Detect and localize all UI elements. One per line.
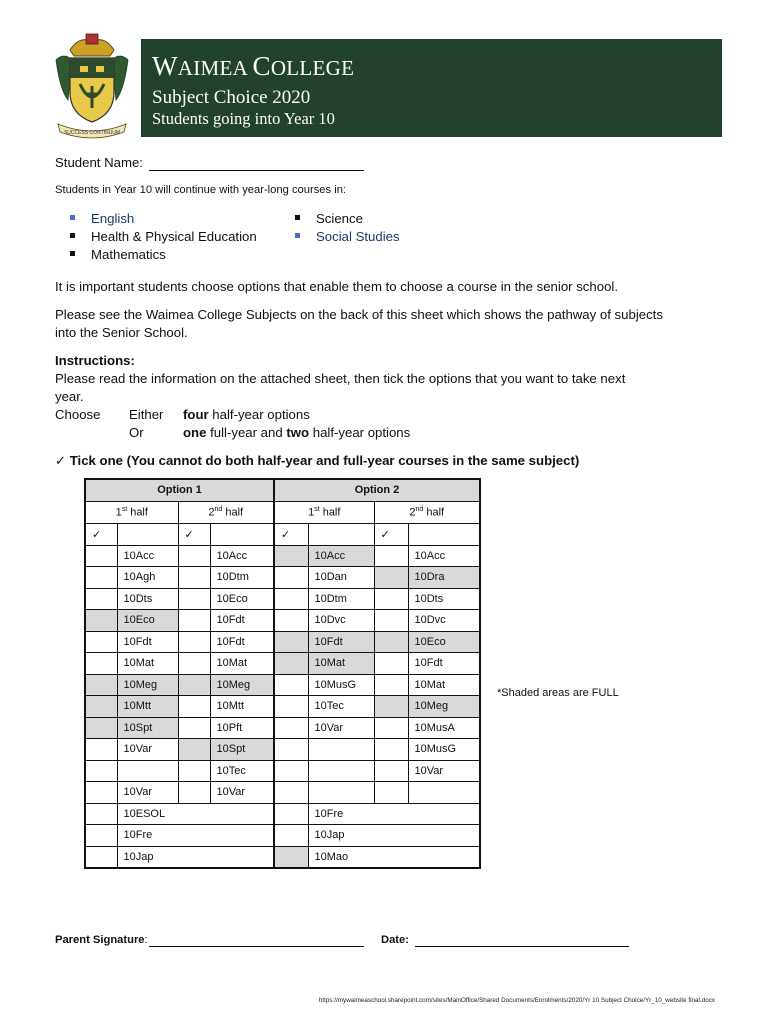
option2-header: Option 2 <box>274 479 480 501</box>
crest-motto: SUCCESS CONTINUUM <box>63 130 121 136</box>
table-row <box>85 760 480 782</box>
tick-box[interactable] <box>274 653 308 675</box>
subject-cell: 10Dtm <box>308 588 374 610</box>
tick-box[interactable] <box>85 653 117 675</box>
subject-cell: 10Eco <box>210 588 274 610</box>
instructions-line1: Please read the information on the attached sheet, then tick the options that you want to take next <box>55 371 626 386</box>
option1-second-half-header: 2nd half <box>178 501 274 523</box>
subject-cell: 10Spt <box>117 717 178 739</box>
page-subtitle-year: Students going into Year 10 <box>152 109 335 128</box>
page-title: WAIMEA COLLEGE <box>152 51 355 81</box>
subject-cell <box>308 760 374 782</box>
tick-box[interactable] <box>374 696 408 718</box>
tick-box[interactable] <box>274 717 308 739</box>
subject-cell: 10Meg <box>408 696 480 718</box>
table-row <box>85 653 480 675</box>
tick-box[interactable] <box>374 653 408 675</box>
subject-cell: 10Fdt <box>308 631 374 653</box>
parent-signature-field[interactable] <box>149 933 364 947</box>
subject-cell: 10Dra <box>408 567 480 589</box>
subject-cell <box>308 782 374 804</box>
subject-cell: 10Var <box>308 717 374 739</box>
table-row <box>85 674 480 696</box>
full-year-row <box>85 803 480 825</box>
tick-box[interactable] <box>85 825 117 847</box>
subject-cell: 10Var <box>408 760 480 782</box>
tick-box[interactable] <box>274 825 308 847</box>
tick-box[interactable] <box>85 803 117 825</box>
student-name-field[interactable] <box>149 156 364 171</box>
subject-cell: 10Var <box>117 782 178 804</box>
or-label: Or <box>129 425 144 440</box>
full-year-row <box>85 825 480 847</box>
course-health: Health & Physical Education <box>70 229 257 244</box>
table-row <box>85 631 480 653</box>
tick-box[interactable] <box>85 717 117 739</box>
subject-cell: 10Tec <box>210 760 274 782</box>
table-row <box>85 739 480 761</box>
tick-box[interactable] <box>178 610 210 632</box>
page-subtitle: Subject Choice 2020 <box>152 87 311 108</box>
paragraph-see-line2: into the Senior School. <box>55 325 188 340</box>
tick-box[interactable] <box>374 717 408 739</box>
subject-cell: 10Dan <box>308 567 374 589</box>
tick-box[interactable] <box>374 545 408 567</box>
either-text: four half-year options <box>183 407 310 422</box>
subject-cell: 10Dts <box>117 588 178 610</box>
subject-cell: 10Acc <box>408 545 480 567</box>
tick-box[interactable] <box>85 696 117 718</box>
subject-cell: 10Dvc <box>408 610 480 632</box>
course-science: Science <box>295 211 363 226</box>
tick-box[interactable] <box>85 610 117 632</box>
subject-cell: 10Acc <box>308 545 374 567</box>
tick-box[interactable] <box>374 610 408 632</box>
tick-box[interactable] <box>178 760 210 782</box>
student-name-label: Student Name: <box>55 155 143 170</box>
full-year-subject-cell: 10Jap <box>117 846 274 868</box>
tick-box[interactable] <box>178 631 210 653</box>
tick-column-icon: ✓ <box>274 523 308 545</box>
option1-first-half-header: 1st half <box>85 501 178 523</box>
subject-cell: 10Mtt <box>117 696 178 718</box>
full-year-subject-cell: 10Fre <box>308 803 480 825</box>
tick-box[interactable] <box>85 760 117 782</box>
tick-box[interactable] <box>85 674 117 696</box>
instructions-heading: Instructions: <box>55 353 135 368</box>
tick-column-icon: ✓ <box>178 523 210 545</box>
tick-box[interactable] <box>274 846 308 868</box>
table-row <box>85 588 480 610</box>
tick-box[interactable] <box>178 739 210 761</box>
subject-cell: 10Mat <box>308 653 374 675</box>
subject-cell <box>117 760 178 782</box>
tick-box[interactable] <box>274 588 308 610</box>
subject-cell: 10Mat <box>117 653 178 675</box>
tick-box[interactable] <box>85 631 117 653</box>
tick-column-icon: ✓ <box>374 523 408 545</box>
option2-first-half-header: 1st half <box>274 501 374 523</box>
paragraph-important: It is important students choose options that enable them to choose a course in the senior school. <box>55 279 618 294</box>
subject-cell: 10Dtm <box>210 567 274 589</box>
subject-cell: 10Dvc <box>308 610 374 632</box>
subject-cell: 10MusG <box>408 739 480 761</box>
college-crest-logo <box>50 30 134 142</box>
tick-box[interactable] <box>178 674 210 696</box>
subject-cell: 10Agh <box>117 567 178 589</box>
tick-box[interactable] <box>178 717 210 739</box>
subject-cell: 10Eco <box>408 631 480 653</box>
full-year-subject-cell: 10Mao <box>308 846 480 868</box>
tick-column-icon: ✓ <box>85 523 117 545</box>
subject-cell: 10Meg <box>117 674 178 696</box>
tick-box[interactable] <box>374 567 408 589</box>
full-year-subject-cell: 10Jap <box>308 825 480 847</box>
full-year-subject-cell: 10Fre <box>117 825 274 847</box>
option2-second-half-header: 2nd half <box>374 501 480 523</box>
full-year-subject-cell: 10ESOL <box>117 803 274 825</box>
tick-box[interactable] <box>274 567 308 589</box>
tick-box[interactable] <box>374 782 408 804</box>
tick-box[interactable] <box>178 545 210 567</box>
full-year-row <box>85 846 480 868</box>
tick-box[interactable] <box>274 739 308 761</box>
subject-cell: 10Tec <box>308 696 374 718</box>
table-row <box>85 717 480 739</box>
intro-text: Students in Year 10 will continue with year-long courses in: <box>55 184 347 196</box>
tick-instruction: ✓ Tick one (You cannot do both half-year and full-year courses in the same subject) <box>55 453 580 468</box>
subject-cell: 10Mat <box>210 653 274 675</box>
course-social-studies: Social Studies <box>295 229 400 244</box>
tick-box[interactable] <box>274 782 308 804</box>
tick-box[interactable] <box>178 567 210 589</box>
tick-box[interactable] <box>274 696 308 718</box>
tick-box[interactable] <box>274 545 308 567</box>
tick-box[interactable] <box>374 739 408 761</box>
subject-cell: 10Pft <box>210 717 274 739</box>
tick-box[interactable] <box>178 782 210 804</box>
subject-cell: 10Mtt <box>210 696 274 718</box>
subject-cell: 10Fdt <box>408 653 480 675</box>
options-table <box>84 478 481 869</box>
either-label: Either <box>129 407 164 422</box>
option1-header: Option 1 <box>85 479 274 501</box>
bullet-icon <box>295 215 300 220</box>
table-row <box>85 545 480 567</box>
title-banner <box>141 39 722 137</box>
tick-box[interactable] <box>274 610 308 632</box>
tick-box[interactable] <box>374 588 408 610</box>
bullet-icon <box>70 251 75 256</box>
table-row <box>85 567 480 589</box>
tick-box[interactable] <box>274 803 308 825</box>
tick-box[interactable] <box>374 674 408 696</box>
tick-box[interactable] <box>85 545 117 567</box>
date-label: Date: <box>381 934 409 946</box>
subject-cell: 10Dts <box>408 588 480 610</box>
subject-cell: 10Var <box>210 782 274 804</box>
subject-cell: 10Meg <box>210 674 274 696</box>
tick-box[interactable] <box>274 631 308 653</box>
shaded-note: *Shaded areas are FULL <box>497 687 619 699</box>
subject-cell: 10Fdt <box>210 631 274 653</box>
subject-cell: 10MusA <box>408 717 480 739</box>
course-maths: Mathematics <box>70 247 166 262</box>
instructions-line2: year. <box>55 389 84 404</box>
table-row <box>85 610 480 632</box>
subject-cell: 10Mat <box>408 674 480 696</box>
bullet-icon <box>70 233 75 238</box>
subject-cell: 10Fdt <box>210 610 274 632</box>
tick-box[interactable] <box>85 846 117 868</box>
subject-cell: 10Fdt <box>117 631 178 653</box>
tick-box[interactable] <box>85 588 117 610</box>
tick-box[interactable] <box>178 653 210 675</box>
subject-cell: 10Acc <box>117 545 178 567</box>
parent-signature-label: Parent Signature: <box>55 934 148 946</box>
tick-box[interactable] <box>178 696 210 718</box>
tick-box[interactable] <box>85 782 117 804</box>
tick-box[interactable] <box>178 588 210 610</box>
tick-box[interactable] <box>374 760 408 782</box>
subject-cell: 10Spt <box>210 739 274 761</box>
tick-box[interactable] <box>374 631 408 653</box>
tick-box[interactable] <box>85 739 117 761</box>
tick-box[interactable] <box>274 674 308 696</box>
course-english: English <box>70 211 134 226</box>
table-row <box>85 782 480 804</box>
subject-cell <box>408 782 480 804</box>
tick-box[interactable] <box>85 567 117 589</box>
paragraph-see-line1: Please see the Waimea College Subjects on the back of this sheet which shows the pathway of subjects <box>55 307 663 322</box>
subject-cell: 10MusG <box>308 674 374 696</box>
choose-label: Choose <box>55 407 101 422</box>
subject-cell <box>308 739 374 761</box>
tick-box[interactable] <box>274 760 308 782</box>
or-text: one full-year and two half-year options <box>183 425 411 440</box>
subject-cell: 10Acc <box>210 545 274 567</box>
document-path: https://mywaimeaschool.sharepoint.com/sites/MainOffice/Shared Documents/Enrolments/2020/Yr 10 Subject Choice/Yr_10_website final.docx <box>318 997 715 1004</box>
subject-cell: 10Var <box>117 739 178 761</box>
subject-cell: 10Eco <box>117 610 178 632</box>
bullet-icon <box>70 215 75 220</box>
bullet-icon <box>295 233 300 238</box>
table-row <box>85 696 480 718</box>
date-field[interactable] <box>415 933 629 947</box>
